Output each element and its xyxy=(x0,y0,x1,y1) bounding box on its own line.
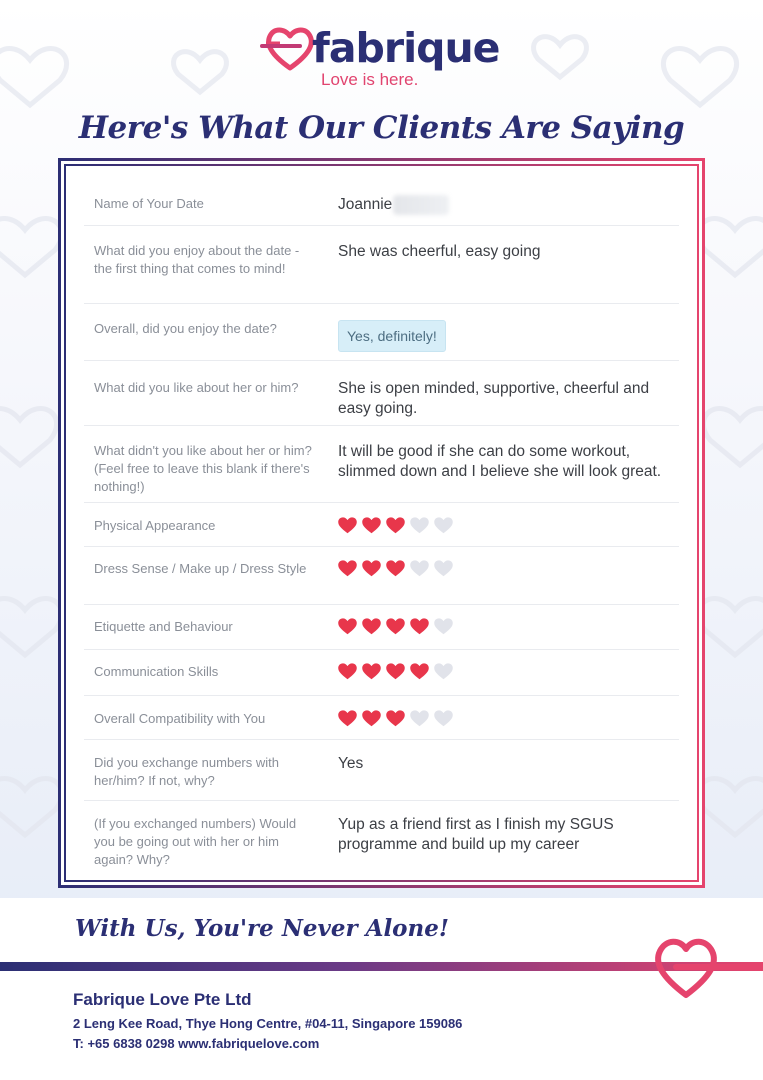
answer-value xyxy=(338,320,679,360)
question-label: Did you exchange numbers with her/him? If not, why? xyxy=(94,755,279,788)
heart-filled-icon xyxy=(410,618,429,635)
heart-filled-icon xyxy=(410,663,429,680)
feedback-form xyxy=(66,166,697,880)
answer-value xyxy=(338,195,679,225)
question-label: What did you like about her or him? xyxy=(94,380,299,395)
heart-ribbon-icon xyxy=(260,22,320,78)
heart-filled-icon xyxy=(362,710,381,727)
heart-filled-icon xyxy=(386,618,405,635)
answer-value xyxy=(338,710,679,739)
footer-slogan: With Us, You're Never Alone! xyxy=(75,915,449,942)
heart-empty-icon xyxy=(410,560,429,577)
question-label: Physical Appearance xyxy=(94,518,216,533)
heart-filled-icon xyxy=(362,618,381,635)
brand-name: fabrique xyxy=(312,24,500,72)
company-name: Fabrique Love Pte Ltd xyxy=(73,990,252,1009)
question-label: Dress Sense / Make up / Dress Style xyxy=(94,561,307,576)
rating-hearts xyxy=(338,710,679,727)
heart-empty-icon xyxy=(410,517,429,534)
answer-value: She was cheerful, easy going xyxy=(338,243,541,260)
heart-filled-icon xyxy=(338,517,357,534)
redacted-surname xyxy=(393,195,449,215)
question-label: Overall Compatibility with You xyxy=(94,711,266,726)
heart-filled-icon xyxy=(338,663,357,680)
form-row-overall-enjoy xyxy=(84,304,679,361)
heart-filled-icon xyxy=(362,517,381,534)
rating-hearts xyxy=(338,517,679,534)
question-label: Overall, did you enjoy the date? xyxy=(94,321,277,336)
heart-filled-icon xyxy=(338,618,357,635)
heart-ribbon-icon xyxy=(646,925,763,1005)
heart-filled-icon xyxy=(386,560,405,577)
heart-filled-icon xyxy=(386,663,405,680)
page-headline: Here's What Our Clients Are Saying xyxy=(78,110,685,146)
answer-value xyxy=(338,663,679,695)
form-row-date-name xyxy=(84,178,679,226)
form-row-exchange xyxy=(84,740,679,801)
question-label: Name of Your Date xyxy=(94,196,204,211)
answer-chip: Yes, definitely! xyxy=(338,320,446,352)
heart-filled-icon xyxy=(386,517,405,534)
rating-hearts xyxy=(338,618,679,635)
company-contact[interactable]: T: +65 6838 0298 www.fabriquelove.com xyxy=(73,1036,320,1051)
heart-empty-icon xyxy=(410,710,429,727)
testimonial-frame xyxy=(58,158,705,888)
rating-hearts xyxy=(338,663,679,680)
heart-filled-icon xyxy=(338,710,357,727)
form-row-disliked xyxy=(84,426,679,503)
company-address: 2 Leng Kee Road, Thye Hong Centre, #04-11, Singapore 159086 xyxy=(73,1016,463,1031)
question-label: What did you enjoy about the date - the first thing that comes to mind! xyxy=(94,243,300,276)
answer-value: She is open minded, supportive, cheerful and easy going. xyxy=(338,380,650,417)
answer-value xyxy=(338,517,679,546)
form-row-rating xyxy=(84,605,679,650)
form-row-rating xyxy=(84,696,679,740)
answer-value: Yes xyxy=(338,755,364,772)
form-row-enjoy xyxy=(84,226,679,304)
heart-filled-icon xyxy=(386,710,405,727)
heart-empty-icon xyxy=(434,618,453,635)
form-row-liked xyxy=(84,361,679,426)
rating-hearts xyxy=(338,560,679,577)
heart-empty-icon xyxy=(434,710,453,727)
form-row-rating xyxy=(84,547,679,605)
question-label: Etiquette and Behaviour xyxy=(94,619,233,634)
heart-filled-icon xyxy=(362,663,381,680)
form-row-rating xyxy=(84,650,679,696)
heart-empty-icon xyxy=(434,560,453,577)
answer-value: Yup as a friend first as I finish my SGUS programme and build up my career xyxy=(338,816,614,853)
heart-empty-icon xyxy=(434,517,453,534)
answer-value: It will be good if she can do some workout, slimmed down and I believe she will look great. xyxy=(338,443,662,480)
question-label: Communication Skills xyxy=(94,664,219,679)
heart-filled-icon xyxy=(362,560,381,577)
brand-logo[interactable] xyxy=(260,22,505,92)
heart-empty-icon xyxy=(434,663,453,680)
date-name: Joannie xyxy=(338,196,393,214)
form-row-rating xyxy=(84,503,679,547)
answer-value xyxy=(338,560,679,604)
brand-tagline: Love is here. xyxy=(321,70,419,89)
form-row-again xyxy=(84,801,679,875)
question-label: What didn't you like about her or him? (Feel free to leave this blank if there's nothing!) xyxy=(94,443,312,494)
heart-filled-icon xyxy=(338,560,357,577)
answer-value xyxy=(338,618,679,649)
question-label: (If you exchanged numbers) Would you be going out with her or him again? Why? xyxy=(94,816,297,867)
